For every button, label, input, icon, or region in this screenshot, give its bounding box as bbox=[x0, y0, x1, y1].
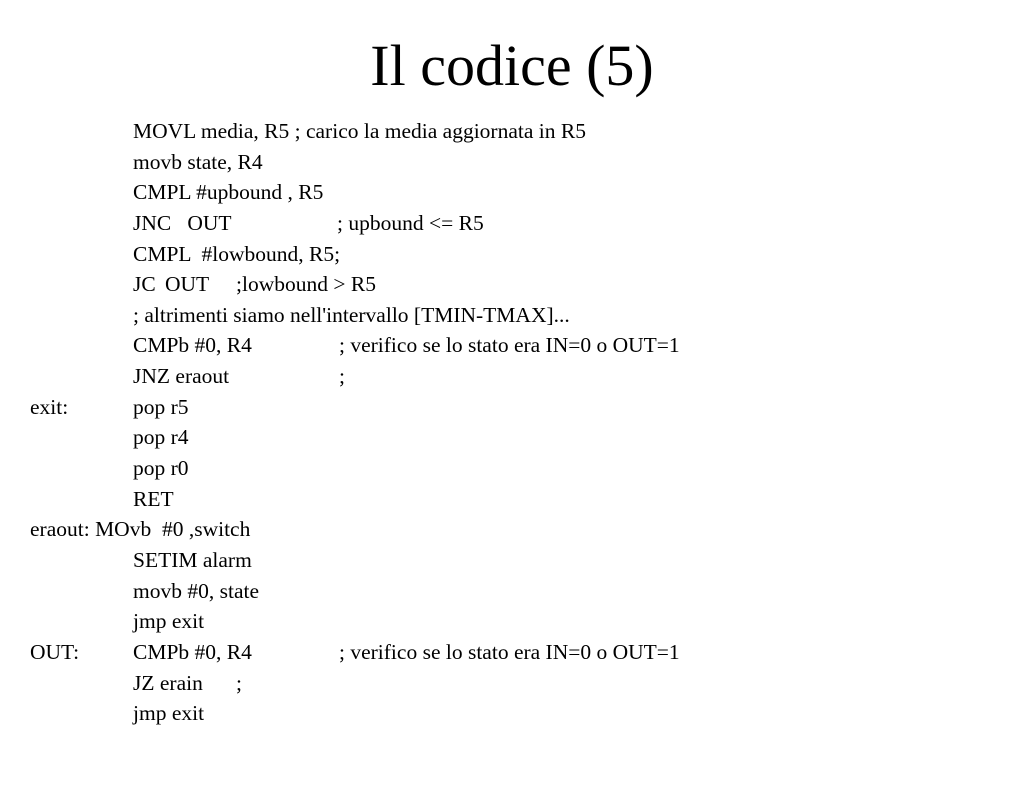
code-instruction: CMPb #0, R4 bbox=[133, 639, 252, 664]
code-line bbox=[30, 116, 586, 147]
code-instruction: pop r4 bbox=[133, 425, 189, 450]
slide-title: Il codice (5) bbox=[370, 33, 654, 98]
code-instruction: movb state, R4 bbox=[133, 149, 263, 174]
code-line bbox=[30, 606, 205, 637]
code-instruction: pop r0 bbox=[133, 456, 189, 481]
code-instruction: JC bbox=[133, 272, 156, 297]
code-line bbox=[30, 576, 259, 607]
code-instruction: JZ erain bbox=[133, 670, 203, 695]
code-instruction: CMPL #upbound , R5 bbox=[133, 180, 324, 205]
code-instruction: CMPb #0, R4 bbox=[133, 333, 252, 358]
code-instruction: RET bbox=[133, 486, 174, 511]
code-line bbox=[30, 239, 341, 270]
code-line bbox=[30, 147, 263, 178]
code-line bbox=[30, 545, 252, 576]
code-line bbox=[30, 208, 484, 239]
code-line bbox=[30, 484, 174, 515]
code-instruction: jmp exit bbox=[133, 701, 205, 726]
code-line bbox=[30, 330, 680, 361]
code-instruction: pop r5 bbox=[133, 394, 189, 419]
code-line bbox=[30, 637, 680, 668]
code-operand: OUT bbox=[165, 272, 210, 297]
code-label-line: eraout: MOvb #0 ,switch bbox=[30, 517, 251, 542]
code-instruction: SETIM alarm bbox=[133, 547, 252, 572]
code-label: OUT: bbox=[30, 639, 80, 664]
code-comment-line: ; altrimenti siamo nell'intervallo [TMIN-TMAX]... bbox=[133, 302, 570, 327]
code-line bbox=[30, 453, 189, 484]
code-comment: ; bbox=[339, 364, 345, 389]
code-instruction: JNZ eraout bbox=[133, 364, 230, 389]
code-line bbox=[30, 422, 189, 453]
code-line bbox=[30, 361, 345, 392]
code-line bbox=[30, 514, 251, 545]
code-comment: ; verifico se lo stato era IN=0 o OUT=1 bbox=[339, 639, 680, 664]
code-instruction: JNC OUT bbox=[133, 210, 232, 235]
code-line bbox=[30, 668, 242, 699]
code-comment: ;lowbound > R5 bbox=[236, 272, 376, 297]
code-comment: ; bbox=[236, 670, 242, 695]
code-instruction: movb #0, state bbox=[133, 578, 259, 603]
code-listing bbox=[30, 116, 680, 729]
code-line bbox=[30, 392, 189, 423]
code-line bbox=[30, 177, 324, 208]
code-comment: ; verifico se lo stato era IN=0 o OUT=1 bbox=[339, 333, 680, 358]
code-instruction: MOVL media, R5 ; carico la media aggiornata in R5 bbox=[133, 119, 586, 143]
code-line bbox=[30, 300, 570, 331]
code-comment: ; upbound <= R5 bbox=[337, 210, 484, 235]
code-line bbox=[30, 698, 205, 729]
code-line bbox=[30, 269, 376, 300]
code-label: exit: bbox=[30, 394, 69, 419]
code-instruction: jmp exit bbox=[133, 609, 205, 634]
code-instruction: CMPL #lowbound, R5; bbox=[133, 241, 341, 266]
